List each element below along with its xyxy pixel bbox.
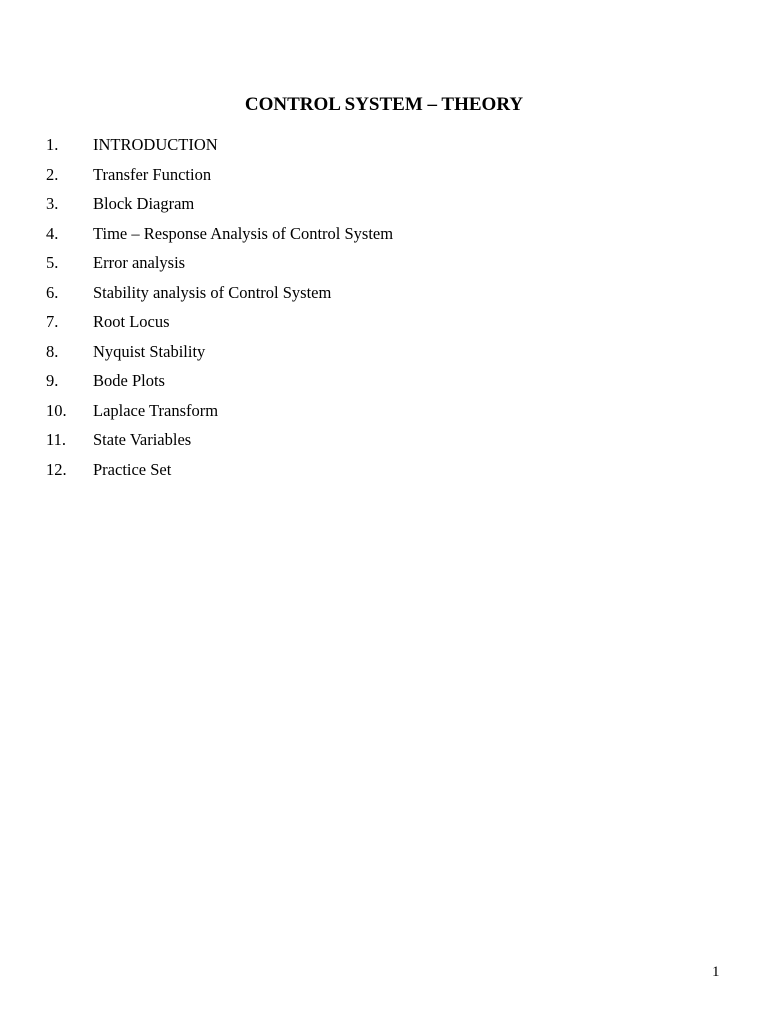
toc-item-nyquist-stability [46, 340, 393, 370]
toc-item-introduction [46, 133, 393, 163]
page-number: 1 [712, 964, 720, 980]
toc-item-number: 2. [46, 164, 59, 184]
toc-item-number: 10. [46, 400, 67, 420]
toc-item-practice-set [46, 458, 393, 488]
toc-item-number: 5. [46, 253, 59, 272]
toc-item-bode-plots [46, 369, 393, 399]
toc-item-number: 4. [46, 223, 59, 243]
toc-item-title: Laplace Transform [93, 400, 219, 420]
toc-item-title: Time – Response Analysis of Control System [93, 223, 394, 243]
toc-item-time-response-analysis [46, 222, 393, 252]
table-of-contents [46, 133, 393, 487]
toc-item-stability-analysis [46, 281, 393, 311]
toc-item-root-locus [46, 310, 393, 340]
toc-item-block-diagram [46, 192, 393, 222]
toc-item-number: 3. [46, 194, 59, 213]
toc-item-number: 7. [46, 312, 59, 331]
toc-item-number: 9. [46, 371, 59, 390]
toc-item-number: 6. [46, 282, 59, 302]
toc-item-error-analysis [46, 251, 393, 281]
toc-item-state-variables [46, 428, 393, 458]
toc-item-title: Nyquist Stability [93, 341, 206, 361]
toc-item-title: Error analysis [93, 253, 186, 272]
toc-item-title: Transfer Function [93, 164, 212, 184]
toc-item-title: Stability analysis of Control System [93, 282, 332, 302]
toc-item-title: Bode Plots [93, 371, 165, 390]
toc-item-title: INTRODUCTION [93, 135, 218, 154]
toc-item-title: Practice Set [93, 459, 172, 479]
toc-item-transfer-function [46, 163, 393, 193]
toc-item-number: 1. [46, 135, 59, 154]
toc-item-number: 11. [46, 430, 67, 449]
page-title: CONTROL SYSTEM – THEORY [244, 94, 524, 115]
toc-item-title: Root Locus [93, 312, 170, 331]
toc-item-number: 8. [46, 341, 59, 361]
toc-item-laplace-transform [46, 399, 393, 429]
toc-item-title: Block Diagram [93, 194, 195, 213]
toc-item-title: State Variables [93, 430, 192, 449]
toc-item-number: 12. [46, 459, 67, 479]
